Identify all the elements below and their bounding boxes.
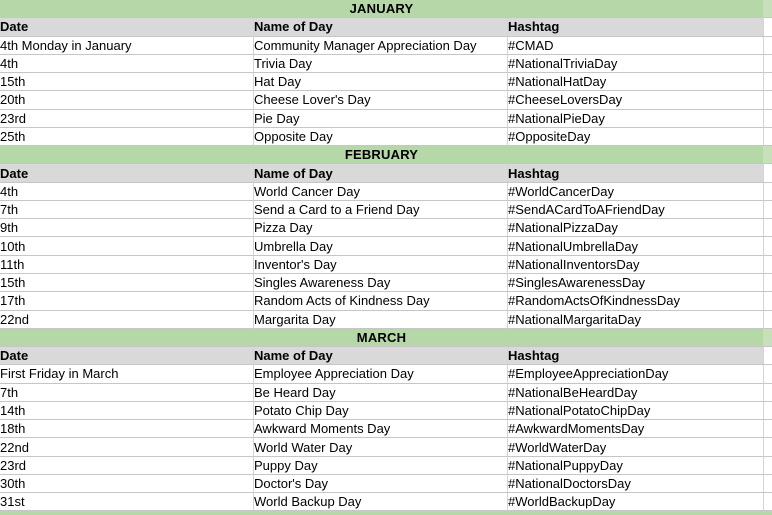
cell-name[interactable]: Trivia Day (254, 55, 508, 73)
month-header-row (0, 329, 772, 347)
column-header-date[interactable]: Date (0, 164, 254, 182)
column-header-hashtag[interactable]: Hashtag (508, 347, 764, 365)
cell-name[interactable]: Singles Awareness Day (254, 274, 508, 292)
grid-edge-cell (764, 438, 772, 456)
grid-edge-cell (764, 347, 772, 365)
cell-hashtag[interactable]: #NationalBeHeardDay (508, 384, 764, 402)
column-header-date[interactable]: Date (0, 347, 254, 365)
grid-edge-cell (764, 457, 772, 475)
month-title-february[interactable]: FEBRUARY (0, 146, 764, 164)
table-row (0, 420, 772, 438)
grid-edge-cell (764, 219, 772, 237)
cell-date[interactable]: 17th (0, 292, 254, 310)
table-row (0, 201, 772, 219)
grid-edge-cell (764, 384, 772, 402)
table-row (0, 183, 772, 201)
table-row (0, 274, 772, 292)
cell-hashtag[interactable]: #AwkwardMomentsDay (508, 420, 764, 438)
cell-date[interactable]: 22nd (0, 311, 254, 329)
grid-edge-cell (764, 18, 772, 36)
column-header-row (0, 347, 772, 365)
table-row (0, 475, 772, 493)
grid-edge-cell (764, 493, 772, 511)
cell-name[interactable]: Opposite Day (254, 128, 508, 146)
cell-hashtag[interactable]: #NationalHatDay (508, 73, 764, 91)
cell-hashtag[interactable]: #NationalMargaritaDay (508, 311, 764, 329)
table-row (0, 55, 772, 73)
cell-date[interactable]: 14th (0, 402, 254, 420)
column-header-name[interactable]: Name of Day (254, 18, 508, 36)
table-row (0, 128, 772, 146)
table-row (0, 110, 772, 128)
cell-date[interactable]: 30th (0, 475, 254, 493)
grid-edge-cell (764, 91, 772, 109)
cell-name[interactable]: Send a Card to a Friend Day (254, 201, 508, 219)
grid-edge-cell (764, 183, 772, 201)
grid-edge-cell (764, 37, 772, 55)
table-row (0, 37, 772, 55)
table-row (0, 219, 772, 237)
cell-hashtag[interactable]: #NationalDoctorsDay (508, 475, 764, 493)
month-table-february (0, 146, 772, 329)
grid-edge-cell (764, 73, 772, 91)
next-month-row-peek (0, 511, 772, 515)
table-row (0, 365, 772, 383)
cell-date[interactable]: 15th (0, 73, 254, 91)
cell-hashtag[interactable]: #CheeseLoversDay (508, 91, 764, 109)
column-header-row (0, 18, 772, 36)
month-header-row (0, 0, 772, 18)
cell-hashtag[interactable]: #SendACardToAFriendDay (508, 201, 764, 219)
cell-date[interactable]: 23rd (0, 110, 254, 128)
table-row (0, 256, 772, 274)
cell-name[interactable]: Pizza Day (254, 219, 508, 237)
cell-name[interactable]: Hat Day (254, 73, 508, 91)
table-row (0, 91, 772, 109)
table-row (0, 73, 772, 91)
cell-hashtag[interactable]: #NationalPieDay (508, 110, 764, 128)
month-table-march (0, 329, 772, 512)
cell-name[interactable]: Inventor's Day (254, 256, 508, 274)
grid-edge-cell (764, 128, 772, 146)
table-row (0, 438, 772, 456)
table-row (0, 292, 772, 310)
month-title-march[interactable]: MARCH (0, 329, 764, 347)
cell-hashtag[interactable]: #NationalPuppyDay (508, 457, 764, 475)
cell-date[interactable]: 18th (0, 420, 254, 438)
table-row (0, 457, 772, 475)
grid-edge-cell (764, 311, 772, 329)
cell-name[interactable]: Random Acts of Kindness Day (254, 292, 508, 310)
column-header-hashtag[interactable]: Hashtag (508, 18, 764, 36)
grid-edge-cell (764, 146, 772, 164)
grid-edge-cell (764, 0, 772, 18)
cell-date[interactable]: 11th (0, 256, 254, 274)
cell-date[interactable]: 23rd (0, 457, 254, 475)
cell-hashtag[interactable]: #EmployeeAppreciationDay (508, 365, 764, 383)
cell-hashtag[interactable]: #WorldWaterDay (508, 438, 764, 456)
grid-edge-cell (764, 292, 772, 310)
cell-date[interactable]: 22nd (0, 438, 254, 456)
cell-name[interactable]: Margarita Day (254, 311, 508, 329)
grid-edge-cell (764, 237, 772, 255)
cell-name[interactable]: Be Heard Day (254, 384, 508, 402)
table-row (0, 384, 772, 402)
grid-edge-cell (764, 164, 772, 182)
cell-date[interactable]: 31st (0, 493, 254, 511)
cell-name[interactable]: World Water Day (254, 438, 508, 456)
cell-hashtag[interactable]: #OppositeDay (508, 128, 764, 146)
grid-edge-cell (764, 420, 772, 438)
cell-date[interactable]: 9th (0, 219, 254, 237)
cell-date[interactable]: First Friday in March (0, 365, 254, 383)
cell-hashtag[interactable]: #CMAD (508, 37, 764, 55)
cell-name[interactable]: World Backup Day (254, 493, 508, 511)
cell-name[interactable]: World Cancer Day (254, 183, 508, 201)
cell-date[interactable]: 10th (0, 237, 254, 255)
cell-date[interactable]: 4th Monday in January (0, 37, 254, 55)
grid-edge-cell (764, 475, 772, 493)
cell-date[interactable]: 15th (0, 274, 254, 292)
month-header-row (0, 146, 772, 164)
cell-hashtag[interactable]: #NationalInventorsDay (508, 256, 764, 274)
column-header-row (0, 164, 772, 182)
cell-name[interactable]: Awkward Moments Day (254, 420, 508, 438)
cell-hashtag[interactable]: #NationalPotatoChipDay (508, 402, 764, 420)
cell-hashtag[interactable]: #WorldCancerDay (508, 183, 764, 201)
grid-edge-cell (764, 329, 772, 347)
table-row (0, 237, 772, 255)
cell-date[interactable]: 25th (0, 128, 254, 146)
cell-name[interactable]: Employee Appreciation Day (254, 365, 508, 383)
cell-name[interactable]: Umbrella Day (254, 237, 508, 255)
table-row (0, 311, 772, 329)
cell-hashtag[interactable]: #SinglesAwarenessDay (508, 274, 764, 292)
cell-hashtag[interactable]: #NationalUmbrellaDay (508, 237, 764, 255)
cell-name[interactable]: Puppy Day (254, 457, 508, 475)
grid-edge-cell (764, 256, 772, 274)
column-header-name[interactable]: Name of Day (254, 164, 508, 182)
column-header-hashtag[interactable]: Hashtag (508, 164, 764, 182)
grid-edge-cell (764, 365, 772, 383)
cell-name[interactable]: Community Manager Appreciation Day (254, 37, 508, 55)
month-title-january[interactable]: JANUARY (0, 0, 764, 18)
cell-hashtag[interactable]: #RandomActsOfKindnessDay (508, 292, 764, 310)
cell-hashtag[interactable]: #NationalPizzaDay (508, 219, 764, 237)
cell-date[interactable]: 7th (0, 201, 254, 219)
grid-edge-cell (764, 55, 772, 73)
grid-edge-cell (764, 110, 772, 128)
table-row (0, 402, 772, 420)
month-table-january (0, 0, 772, 146)
cell-date[interactable]: 4th (0, 55, 254, 73)
table-row (0, 493, 772, 511)
grid-edge-cell (764, 201, 772, 219)
cell-name[interactable]: Pie Day (254, 110, 508, 128)
cell-name[interactable]: Cheese Lover's Day (254, 91, 508, 109)
cell-name[interactable]: Potato Chip Day (254, 402, 508, 420)
column-header-name[interactable]: Name of Day (254, 347, 508, 365)
cell-date[interactable]: 20th (0, 91, 254, 109)
cell-hashtag[interactable]: #NationalTriviaDay (508, 55, 764, 73)
cell-date[interactable]: 4th (0, 183, 254, 201)
grid-edge-cell (764, 274, 772, 292)
cell-name[interactable]: Doctor's Day (254, 475, 508, 493)
grid-edge-cell (764, 402, 772, 420)
column-header-date[interactable]: Date (0, 18, 254, 36)
cell-date[interactable]: 7th (0, 384, 254, 402)
cell-hashtag[interactable]: #WorldBackupDay (508, 493, 764, 511)
